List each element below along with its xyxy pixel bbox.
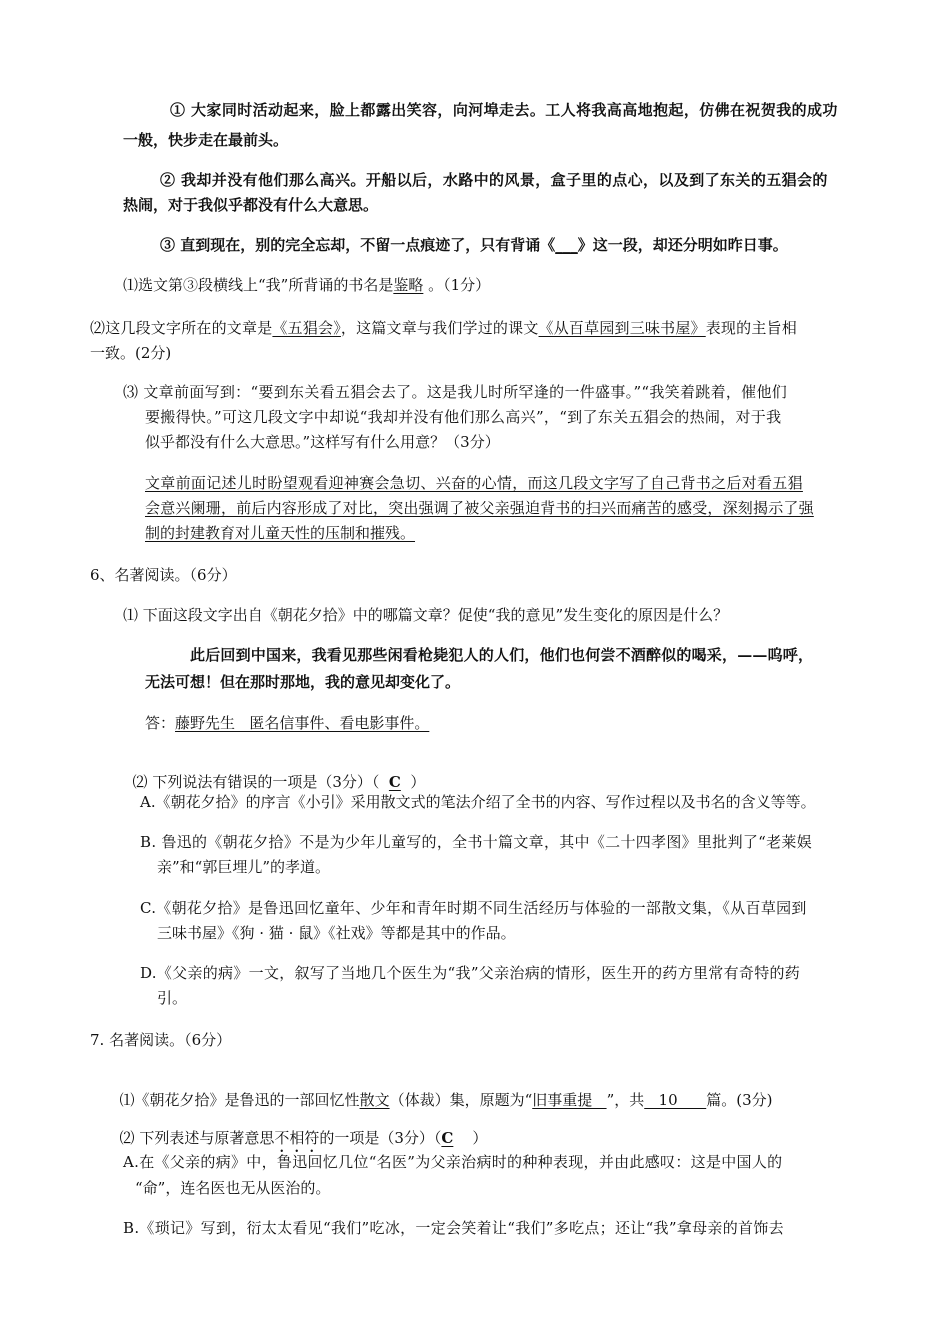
q6-sub2-answer: C bbox=[388, 773, 401, 791]
passage-para1-line2: 一般，快步走在最前头。 bbox=[123, 131, 289, 149]
q6-sub2 bbox=[123, 752, 425, 792]
q6-option-b-line1: B. 鲁迅的《朝花夕拾》不是为少年儿童写的，全书十篇文章，其中《二十四孝图》里批判了“老莱娱 bbox=[140, 833, 813, 851]
q7-sub2-close: ） bbox=[453, 1129, 488, 1147]
q6-option-d-line1: D.《父亲的病》一文，叙写了当地几个医生为“我”父亲治病的情形，医生开的药方里常有奇特的药 bbox=[140, 964, 801, 982]
q6-sub1: ⑴ 下面这段文字出自《朝花夕拾》中的哪篇文章？促使“我的意见”发生变化的原因是什么？ bbox=[123, 606, 729, 624]
q5-sub2-title1: 《五猖会》 bbox=[272, 319, 341, 337]
passage-para1-line1: ① 大家同时活动起来，脸上都露出笑容，向河埠走去。工人将我高高地抱起，仿佛在祝贺我的成功 bbox=[170, 101, 838, 119]
q6-quote-line1: 此后回到中国来，我看见那些闲看枪毙犯人的人们，他们也何尝不酒醉似的喝采，——呜呼， bbox=[190, 646, 814, 664]
q5-sub3-line3: 似乎都没有什么大意思。”这样写有什么用意？（3分） bbox=[145, 433, 500, 451]
q7-sub1-text-a: ⑴《朝花夕拾》是鲁迅的一部回忆性 bbox=[119, 1091, 360, 1109]
q5-sub1-text: ⑴选文第③段横线上“我”所背诵的书名是 bbox=[123, 276, 394, 294]
q5-sub1 bbox=[123, 275, 490, 295]
q5-sub2-line1 bbox=[90, 318, 797, 338]
q7-sub1-original-title: 旧事重提 bbox=[532, 1091, 607, 1109]
q5-sub2-text-a: ⑵这几段文字所在的文章是 bbox=[90, 319, 273, 337]
passage-para2-line2: 热闹，对于我似乎都没有什么大意思。 bbox=[123, 196, 379, 214]
q6-sub2-close: ） bbox=[400, 773, 426, 791]
q7-sub1-count: 10 bbox=[644, 1091, 707, 1109]
q5-answer-line1: 文章前面记述儿时盼望观看迎神赛会急切、兴奋的心情，而这几段文字写了自己背书之后对看五猖 bbox=[145, 474, 803, 492]
q7-sub1 bbox=[110, 1070, 772, 1110]
q6-answer bbox=[145, 713, 429, 733]
para3-text-b: 》这一段，却还分明如昨日事。 bbox=[577, 236, 788, 254]
passage-para3 bbox=[160, 235, 788, 255]
q6-answer-text: 藤野先生 匿名信事件、看电影事件。 bbox=[175, 714, 430, 732]
q5-sub2-text-b: ，这篇文章与我们学过的课文 bbox=[340, 319, 539, 337]
q7-sub2 bbox=[110, 1108, 487, 1156]
q6-option-a: A.《朝花夕拾》的序言《小引》采用散文式的笔法介绍了全书的内容、写作过程以及书名的含义等等。 bbox=[140, 793, 816, 811]
para3-blank: ___ bbox=[555, 236, 578, 254]
q7-option-b-line1: B.《琐记》写到，衍太太看见“我们”吃冰，一定会笑着让“我们”多吃点；还让“我”拿母亲的首饰去 bbox=[123, 1219, 784, 1237]
q5-sub1-answer: 鉴略 bbox=[393, 276, 424, 294]
q7-heading: 7. 名著阅读。（6分） bbox=[90, 1031, 232, 1049]
q7-sub1-genre: 散文 bbox=[359, 1091, 390, 1109]
q6-option-c-line1: C.《朝花夕拾》是鲁迅回忆童年、少年和青年时期不同生活经历与体验的一部散文集，《从百草园到 bbox=[140, 899, 807, 917]
q7-sub2-emphasis: 不相符 bbox=[274, 1129, 320, 1147]
q5-sub1-score: 。（1分） bbox=[423, 276, 491, 294]
q7-sub1-text-c: ”，共 bbox=[606, 1091, 645, 1109]
passage-para2-line1: ② 我却并没有他们那么高兴。开船以后，水路中的风景，盒子里的点心，以及到了东关的五猖会的 bbox=[160, 171, 828, 189]
q7-sub2-text-b: 的一项是（3分）（ bbox=[319, 1129, 442, 1147]
para3-text-a: ③ 直到现在，别的完全忘却，不留一点痕迹了，只有背诵《 bbox=[160, 236, 556, 254]
q5-sub2-text-c: 表现的主旨相 bbox=[705, 319, 797, 337]
q5-answer-line3: 制的封建教育对儿童天性的压制和摧残。 bbox=[145, 524, 416, 542]
q5-sub3-line2: 要搬得快。”可这几段文字中却说“我却并没有他们那么高兴”，“到了东关五猖会的热闹，对于我 bbox=[145, 408, 782, 426]
q7-option-a-line1: A.在《父亲的病》中，鲁迅回忆几位“名医”为父亲治病时的种种表现，并由此感叹：这是中国人的 bbox=[123, 1153, 783, 1171]
q7-sub2-text-a: ⑵ 下列表述与原著意思 bbox=[119, 1129, 275, 1147]
q6-option-b-line2: 亲”和“郭巨埋儿”的孝道。 bbox=[157, 858, 331, 876]
q7-sub1-text-b: （体裁）集，原题为“ bbox=[389, 1091, 533, 1109]
q6-quote-line2: 无法可想！但在那时那地，我的意见却变化了。 bbox=[145, 673, 461, 691]
q6-heading: 6、名著阅读。（6分） bbox=[90, 566, 237, 584]
q6-option-d-line2: 引。 bbox=[157, 989, 188, 1007]
q7-sub1-text-d: 篇。(3分) bbox=[706, 1091, 773, 1109]
q6-sub2-text: ⑵ 下列说法有错误的一项是（3分）（ bbox=[132, 773, 389, 791]
q5-sub3-line1: ⑶ 文章前面写到：“要到东关看五猖会去了。这是我儿时所罕逢的一件盛事。”“我笑着跳着，催他们 bbox=[123, 383, 788, 401]
q6-option-c-line2: 三味书屋》《狗 · 猫 · 鼠》《社戏》等都是其中的作品。 bbox=[157, 924, 516, 942]
q7-sub2-answer: C bbox=[441, 1129, 454, 1147]
q6-answer-label: 答： bbox=[145, 714, 176, 732]
q5-sub2-title2: 《从百草园到三味书屋》 bbox=[538, 319, 706, 337]
q7-option-a-line2: “命”，连名医也无从医治的。 bbox=[135, 1179, 331, 1197]
q5-answer-line2: 会意兴阑珊，前后内容形成了对比，突出强调了被父亲强迫背书的扫兴而痛苦的感受，深刻揭示了强 bbox=[145, 499, 814, 517]
q5-sub2-line2: 一致。(2分) bbox=[90, 344, 172, 362]
